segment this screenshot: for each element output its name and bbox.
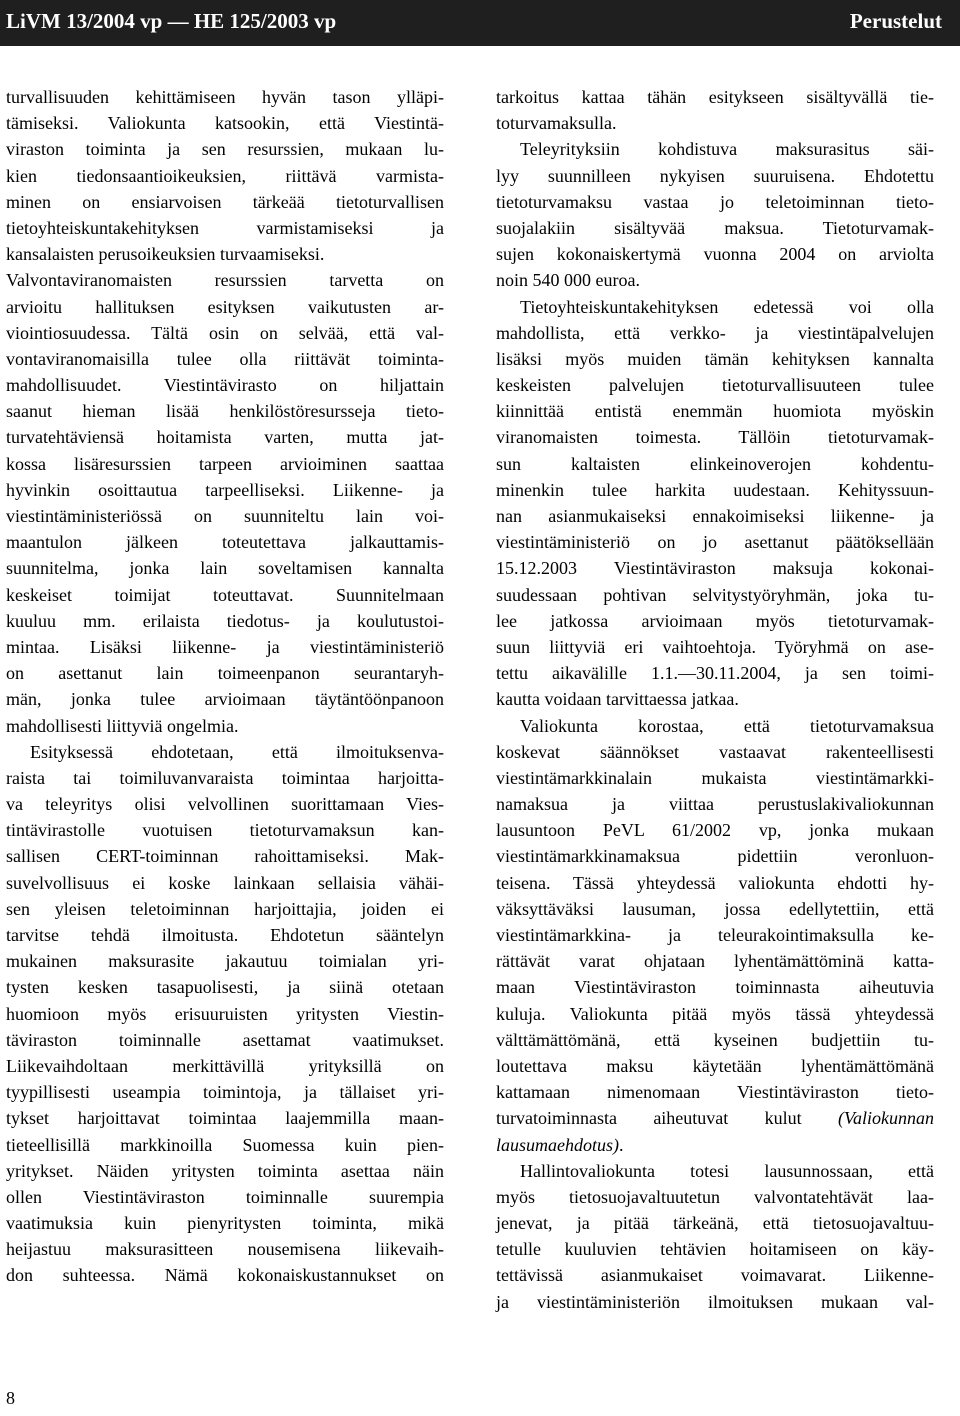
text-line: kattamaan nimenomaan Viestintäviraston tieto- (496, 1082, 934, 1103)
text-line: suunnitelma, jonka lain soveltamisen kannalta (6, 558, 444, 579)
document-reference: LiVM 13/2004 vp — HE 125/2003 vp (6, 9, 337, 33)
text-line: vontaviranomaisilla tulee olla riittävät toiminta- (6, 348, 444, 369)
text-line: tietoyhteiskuntakehityksen varmistamiseksi ja (6, 217, 444, 238)
text-line: 15.12.2003 Viestintäviraston maksuja kokonai- (496, 558, 934, 579)
text-line: ollen Viestintäviraston toiminnalle suurempia (6, 1186, 444, 1207)
text-line: lyy suunnilleen nykyisen suuruisena. Ehdotettu (496, 165, 934, 186)
text-line: keskeiset toimijat toteuttavat. Suunnitelmaan (6, 584, 444, 605)
text-line: namaksua ja viittaa perustuslakivaliokunnan (496, 794, 934, 815)
text-line: nan asianmukaiseksi ennakoimiseksi liikenne- ja (496, 506, 934, 526)
text-line: turvatehtäviensä hoitamista varten, mutta jat- (6, 427, 444, 448)
text-line: tykset harjoittavat toimintaa laajemmilla maan- (6, 1108, 444, 1129)
text-line: rättävät varat ohjataan lyhentämättöminä katta- (496, 951, 934, 972)
text-line: lisäksi myös muiden tämän kehityksen kannalta (496, 348, 934, 369)
text-line: hyvinkin osoittautua tarpeelliseksi. Liikenne- ja (6, 479, 444, 500)
text-line: heijastuu maksurasitteen nousemisena liikevaih- (6, 1239, 444, 1260)
text-line: tetulle kuuluvien tehtävien hoitamiseen on käy- (496, 1239, 934, 1260)
text-line: tysten kesken tasapuolisesti, ja siinä otetaan (6, 977, 444, 998)
text-line: viestintämarkkina- ja teleurakointimaksulla ke- (496, 925, 934, 945)
text-line: mahdollista, että verkko- ja viestintäpalvelujen (496, 322, 934, 343)
text-line: tintävirastolle vuotuisen tietoturvamaksun kan- (6, 820, 444, 841)
text-line: viranomaisten toimesta. Tällöin tietoturvamak- (496, 427, 934, 448)
text-line: kossa lisäresurssien tarpeen arvioiminen saattaa (6, 453, 444, 474)
text-line: mukainen maksurasite jakautuu toimialan yri- (6, 951, 444, 972)
text-line: suvelvollisuus ei koske lainkaan sellaisia vähäi- (6, 872, 444, 893)
text-line: mahdollisesti liittyviä ongelmia. (6, 715, 239, 736)
text-line: Esityksessä ehdotetaan, että ilmoituksenva- (30, 741, 444, 762)
text-line: raista tai toimiluvanvaraista toimintaa harjoitta- (6, 767, 444, 788)
text-line: kansalaisten perusoikeuksien turvaamiseksi. (6, 244, 325, 265)
text-line: minen on ensiarvoisen tärkeää tietoturvallisen (6, 191, 444, 212)
text-line: vaatimuksia kuin pienyritysten toiminta, mikä (6, 1213, 444, 1234)
text-line: viointiosuudessa. Tältä osin on selvää, että val- (6, 322, 444, 343)
text-line: don suhteessa. Nämä kokonaiskustannukset on (6, 1265, 444, 1286)
text-line: Hallintovaliokunta totesi lausunnossaan, että (520, 1160, 934, 1181)
text-line: väksyttäväksi lausuman, jossa edellytettiin, että (496, 898, 934, 919)
text-line: sen yleisen teletoiminnan harjoittajia, joiden ei (6, 898, 444, 919)
text-line: va teleyritys olisi velvollinen suorittamaan Vies- (6, 794, 444, 815)
text-line: toturvamaksulla. (496, 113, 617, 134)
text-line: lee jatkossa arvioimaan myös tietoturvamak- (496, 610, 934, 631)
text-line: ja viestintäministeriön ilmoituksen mukaan val- (496, 1291, 934, 1312)
text-line: arvioitu hallituksen esityksen vaikutusten ar- (6, 296, 444, 317)
text-line: loutettava maksu käytetään lyhentämättömänä (496, 1055, 934, 1076)
text-line: Tietoyhteiskuntakehityksen edetessä voi olla (520, 296, 934, 317)
text-line: keskeisten palvelujen tietoturvallisuuteen tulee (496, 375, 934, 396)
text-line: viestintäministeriö on jo asettanut päätöksellään (496, 532, 934, 553)
text-line: viestintämarkkinalain mukaista viestintämarkki- (496, 767, 934, 788)
text-line: kuluja. Valiokunta pitää myös tässä yhteydessä (496, 1003, 934, 1024)
text-line: sujen kokonaiskertymä vuonna 2004 on arviolta (496, 244, 934, 265)
text-line: viraston toiminta ja sen resurssien, mukaan lu- (6, 139, 444, 160)
text-line: Valvontaviranomaisten resurssien tarvetta on (6, 270, 444, 291)
text-line: tarvitse tehdä ilmoitusta. Ehdotetun sääntelyn (6, 925, 444, 945)
text-line: suudessaan pohtivan selvitystyöryhmän, joka tu- (496, 584, 934, 605)
text-line: viestintämarkkinamaksua pidettiin veronluon- (496, 846, 934, 867)
text-line: myös tietosuojavaltuutetun valvontatehtävät laa- (496, 1186, 934, 1207)
text-line: kiinnittää entistä enemmän huomiota myöskin (496, 401, 934, 422)
text-line: tettävissä asianmukaiset voimavarat. Liikenne- (496, 1265, 934, 1286)
text-line: maantulon jälkeen toteutettava jalkauttamis- (6, 532, 444, 553)
text-line: sun kaltaisten elinkeinoverojen kohdentu- (496, 453, 934, 474)
text-line: huomioon myös erisuuruisten yritysten Viestin- (6, 1003, 444, 1024)
text-line: tyypillisesti useampia toimintoja, ja tällaiset yri- (6, 1082, 444, 1103)
text-line: turvallisuuden kehittämiseen hyvän tason ylläpi- (6, 87, 444, 107)
text-line: tietoturvamaksu vastaa jo teletoiminnan tieto- (496, 191, 934, 212)
text-line: saanut hieman lisää henkilöstöresursseja tieto- (6, 401, 444, 422)
right-column (496, 84, 934, 1315)
text-line: turvatoiminnasta aiheutuvat kulut (Valiokunnan (496, 1108, 934, 1129)
text-line: tarkoitus kattaa tähän esitykseen sisältyvällä tie- (496, 87, 934, 107)
text-line: män, jonka tulee arvioimaan täytäntöönpanoon (6, 689, 444, 710)
text-line: suojalakiin sisältyvää maksua. Tietoturvamak- (496, 217, 934, 238)
text-line: Teleyrityksiin kohdistuva maksurasitus säi- (520, 139, 934, 160)
text-line: kuuluu mm. erilaista tiedotus- ja koulutustoi- (6, 610, 444, 631)
text-line: tieteellisillä markkinoilla Suomessa kuin pien- (6, 1134, 444, 1155)
text-line: lausumaehdotus). (496, 1134, 624, 1155)
text-line: minenkin tulee harkita uudestaan. Kehityssuun- (496, 479, 934, 500)
text-line: Liikevaihdoltaan merkittävillä yrityksillä on (6, 1055, 444, 1076)
text-line: maan Viestintäviraston toiminnasta aiheutuvia (496, 977, 934, 998)
text-line: tettu aikavälille 1.1.—30.11.2004, ja sen toimi- (496, 663, 934, 684)
text-line: tämiseksi. Valiokunta katsookin, että Viestintä- (6, 113, 444, 134)
text-line: jenevat, ja pitää tärkeänä, että tietosuojavaltuu- (496, 1213, 934, 1234)
left-column (6, 84, 444, 1289)
text-line: sallisen CERT-toiminnan rahoittamiseksi. Mak- (6, 846, 444, 867)
text-line: lausuntoon PeVL 61/2002 vp, jonka mukaan (496, 820, 934, 841)
page-header (0, 0, 960, 46)
section-title: Perustelut (849, 9, 942, 33)
text-line: koskevat säännökset vastaavat rakenteellisesti (496, 741, 934, 762)
text-line: välttämättömänä, että kyseinen budjettiin tu- (496, 1029, 934, 1050)
text-line: teisena. Tässä yhteydessä valiokunta ehdotti hy- (496, 872, 934, 893)
text-line: mahdollisuudet. Viestintävirasto on hiljattain (6, 375, 444, 396)
text-line: suun liittyviä eri vaihtoehtoja. Työryhmä on ase- (496, 636, 934, 657)
text-line: mintaa. Lisäksi liikenne- ja viestintäministeriö (6, 636, 444, 657)
text-line: viestintäministeriössä on suunniteltu lain voi- (6, 506, 444, 526)
page-number: 8 (6, 1388, 15, 1408)
text-line: kien tiedonsaantioikeuksien, riittävä varmista- (6, 165, 444, 186)
text-line: kautta voidaan tarvittaessa jatkaa. (496, 689, 739, 710)
text-line: yritykset. Näiden yritysten toiminta asettaa näin (6, 1160, 444, 1181)
text-line: Valiokunta korostaa, että tietoturvamaksua (520, 715, 934, 736)
text-line: on asettanut lain toimeenpanon seurantaryh- (6, 663, 444, 684)
text-line: noin 540 000 euroa. (496, 270, 640, 291)
text-line: täviraston toiminnalle asettamat vaatimukset. (6, 1029, 444, 1050)
